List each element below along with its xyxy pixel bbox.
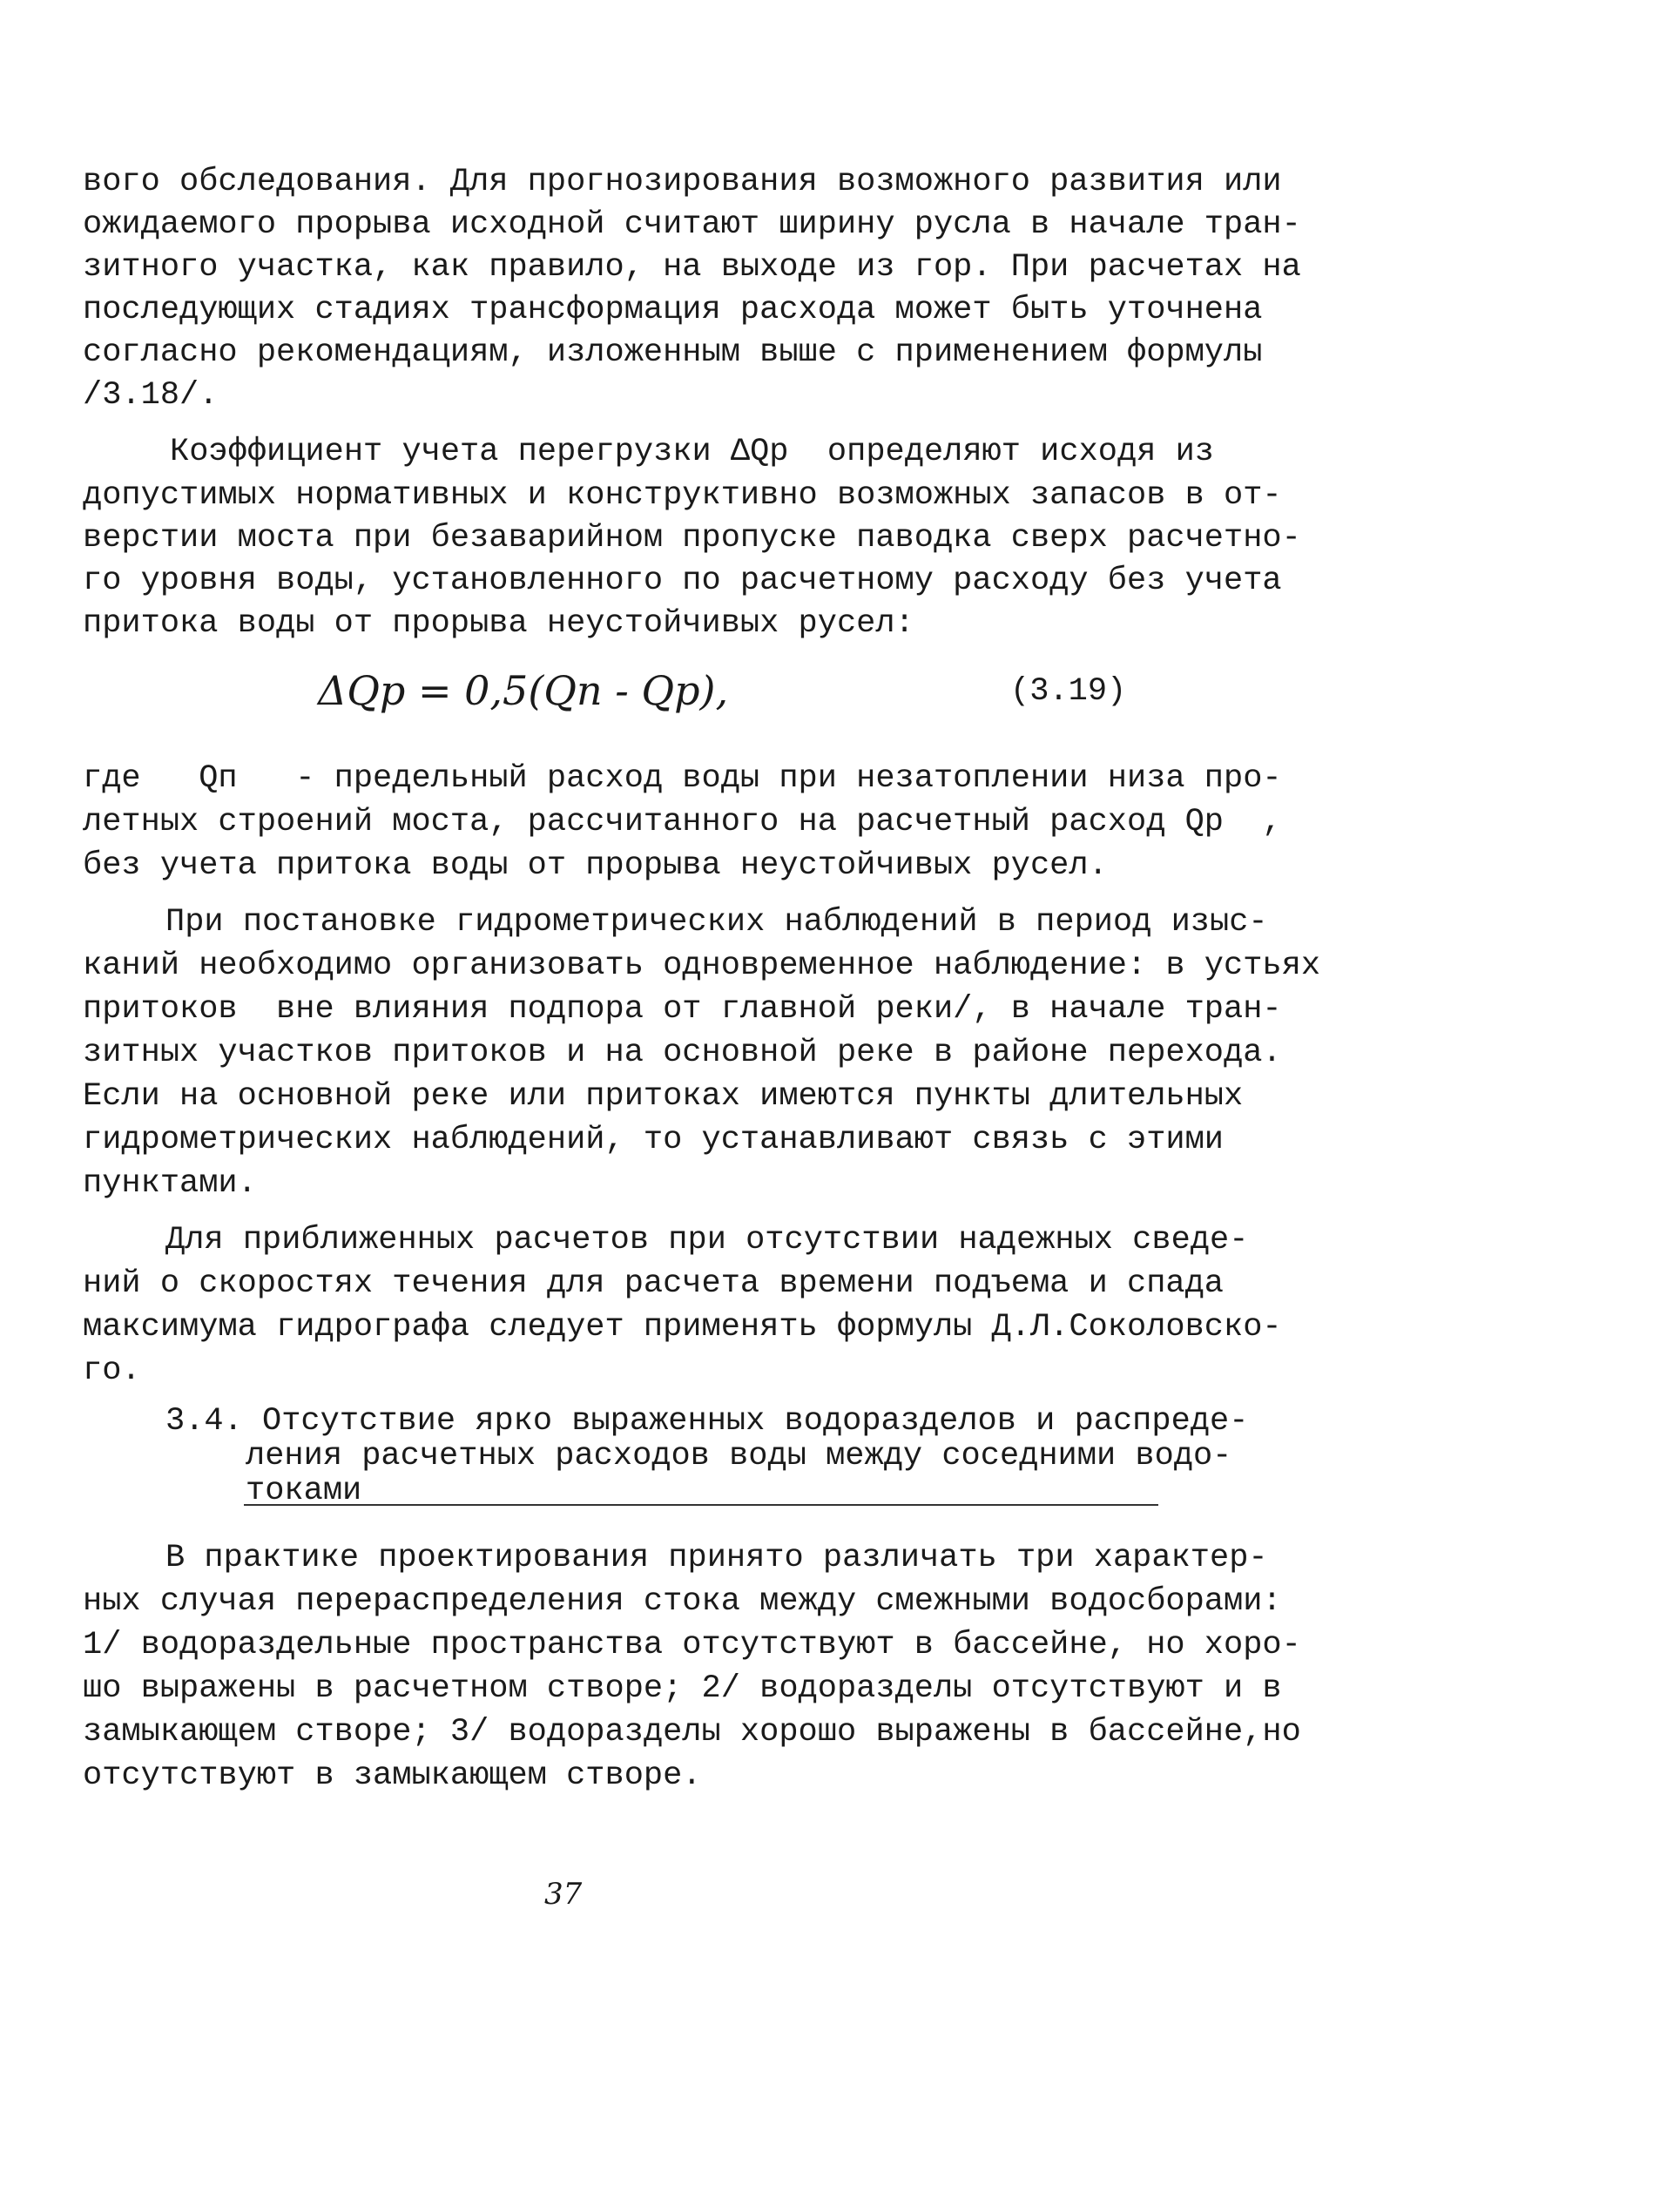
- paragraph-line: При постановке гидрометрических наблюдений в период изыс-: [165, 904, 1268, 941]
- paragraph-line: где Qп - предельный расход воды при незатоплении низа про-: [83, 760, 1282, 797]
- section-heading-line: токами: [246, 1473, 362, 1509]
- paragraph-line: В практике проектирования принято различать три характер-: [165, 1540, 1268, 1576]
- section-heading-line: 3.4. Отсутствие ярко выраженных водоразделов и распреде-: [165, 1403, 1249, 1440]
- paragraph-line: 1/ водораздельные пространства отсутствуют в бассейне, но хоро-: [83, 1627, 1301, 1663]
- paragraph-line: Если на основной реке или притоках имеются пункты длительных: [83, 1078, 1244, 1115]
- section-heading-line: ления расчетных расходов воды между соседними водо-: [246, 1438, 1232, 1474]
- page-number: 37: [544, 1877, 583, 1912]
- paragraph-line: притоков вне влияния подпора от главной реки/, в начале тран-: [83, 991, 1282, 1028]
- paragraph-line: максимума гидрографа следует применять формулы Д.Л.Соколовско-: [83, 1309, 1282, 1346]
- paragraph-line: Для приближенных расчетов при отсутствии надежных сведе-: [165, 1222, 1249, 1258]
- paragraph-line: притока воды от прорыва неустойчивых русел:: [83, 605, 914, 642]
- paragraph-line: зитного участка, как правило, на выходе из гор. При расчетах на: [83, 249, 1301, 286]
- equation-number: (3.19): [1010, 673, 1127, 710]
- paragraph-line: шо выражены в расчетном створе; 2/ водоразделы отсутствуют и в: [83, 1670, 1282, 1707]
- paragraph-line: ожидаемого прорыва исходной считают ширину русла в начале тран-: [83, 206, 1301, 243]
- paragraph-line: ний о скоростях течения для расчета времени подъема и спада: [83, 1265, 1225, 1302]
- paragraph-line: /3.18/.: [83, 377, 219, 414]
- section-heading-underline: [244, 1504, 1158, 1506]
- paragraph-line: замыкающем створе; 3/ водоразделы хорошо выражены в бассейне,но: [83, 1714, 1301, 1751]
- paragraph-line: без учета притока воды от прорыва неустойчивых русел.: [83, 847, 1108, 884]
- paragraph-line: отсутствуют в замыкающем створе.: [83, 1757, 702, 1794]
- paragraph-line: последующих стадиях трансформация расхода может быть уточнена: [83, 292, 1263, 328]
- paragraph-line: согласно рекомендациям, изложенным выше с применением формулы: [83, 334, 1263, 371]
- paragraph-line: допустимых нормативных и конструктивно возможных запасов в от-: [83, 477, 1282, 514]
- formula-expression: ΔQр = 0,5(Qп - Qр),: [318, 667, 729, 714]
- paragraph-line: вого обследования. Для прогнозирования возможного развития или: [83, 164, 1282, 200]
- paragraph-line: гидрометрических наблюдений, то устанавливают связь с этими: [83, 1122, 1225, 1158]
- paragraph-line: каний необходимо организовать одновременное наблюдение: в устьях: [83, 948, 1321, 984]
- paragraph-line: Коэффициент учета перегрузки ΔQр определяют исходя из: [170, 434, 1214, 470]
- paragraph-line: летных строений моста, рассчитанного на расчетный расход Qр ,: [83, 804, 1282, 840]
- paragraph-line: верстии моста при безаварийном пропуске паводка сверх расчетно-: [83, 520, 1301, 557]
- paragraph-line: ных случая перераспределения стока между смежными водосборами:: [83, 1583, 1282, 1620]
- paragraph-line: пунктами.: [83, 1165, 257, 1202]
- paragraph-line: го уровня воды, установленного по расчетному расходу без учета: [83, 563, 1282, 599]
- paragraph-line: зитных участков притоков и на основной реке в районе перехода.: [83, 1035, 1282, 1071]
- paragraph-line: го.: [83, 1353, 141, 1389]
